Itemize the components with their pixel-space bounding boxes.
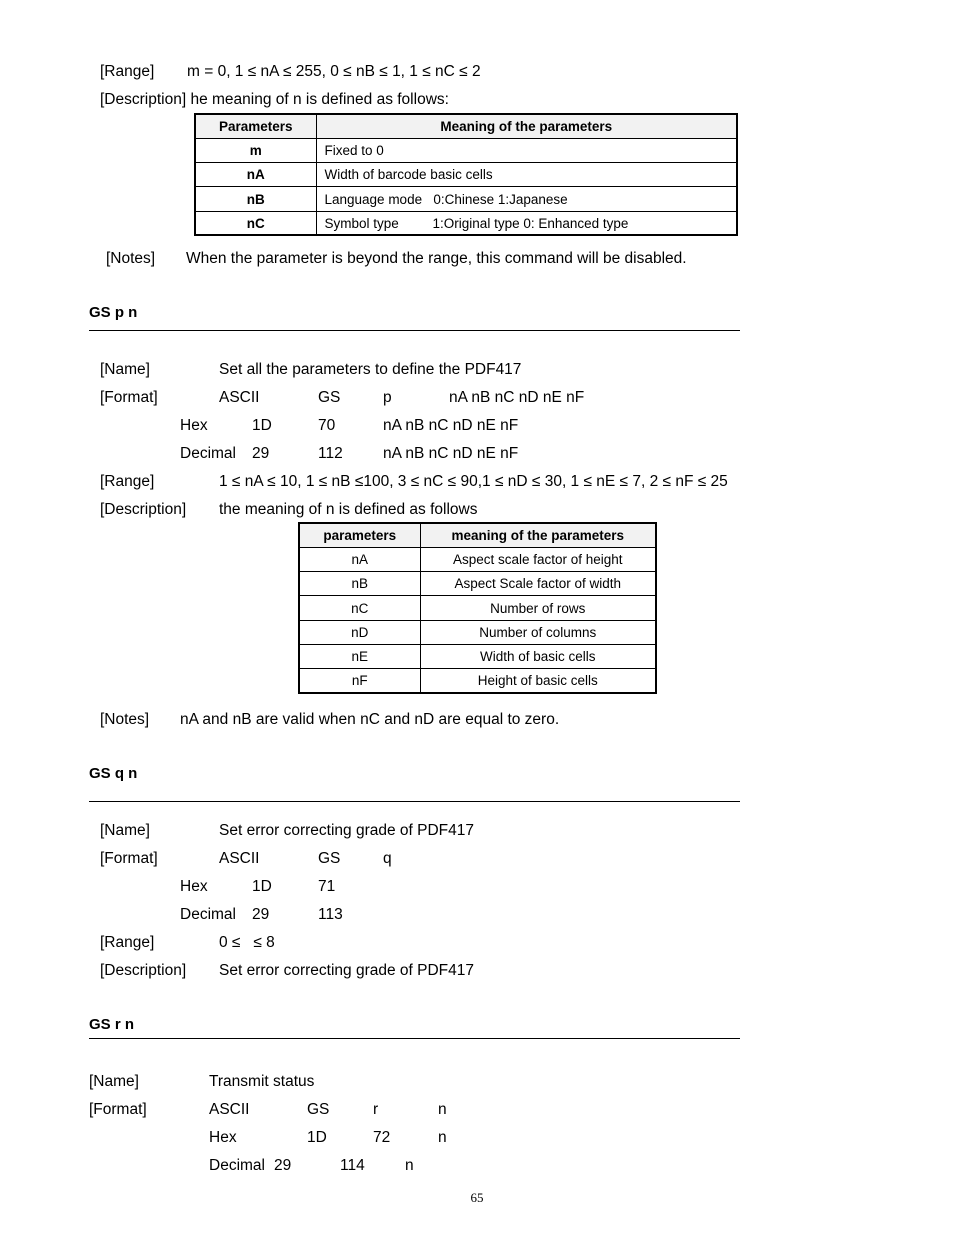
format-hex-char: 71: [318, 878, 336, 895]
table-row: [299, 547, 656, 571]
table-header: Parameters: [195, 114, 316, 138]
format-hex-label: Hex: [180, 878, 208, 895]
range-label: [Range]: [100, 473, 155, 490]
table-cell: Symbol type 1:Original type 0: Enhanced type: [316, 211, 737, 235]
format-ascii-params: nA nB nC nD nE nF: [449, 389, 585, 406]
range-label: [Range]: [100, 934, 155, 951]
format-hex-cmd: 1D: [307, 1129, 327, 1146]
range-text: 0 ≤ ≤ 8: [219, 934, 275, 951]
format-decimal-label: Decimal: [180, 906, 236, 923]
format-decimal-params: nA nB nC nD nE nF: [383, 445, 519, 462]
table-cell: Height of basic cells: [420, 669, 656, 693]
section-heading-gs-q-n: GS q n: [89, 765, 138, 782]
notes-text: When the parameter is beyond the range, this command will be disabled.: [186, 250, 687, 267]
description-label: [Description]: [100, 501, 187, 518]
table-cell: m: [195, 138, 316, 162]
notes-text: nA and nB are valid when nC and nD are equal to zero.: [180, 711, 560, 728]
table-row: [195, 163, 737, 187]
table-header: meaning of the parameters: [420, 523, 656, 547]
name-label: [Name]: [100, 361, 150, 378]
section-divider: [89, 801, 740, 802]
format-ascii-char: q: [383, 850, 392, 867]
format-ascii-param: n: [438, 1101, 447, 1118]
table-cell: nF: [299, 669, 420, 693]
section-heading-gs-p-n: GS p n: [89, 304, 138, 321]
parameters-table: [194, 113, 738, 236]
format-decimal-char: 114: [340, 1157, 365, 1174]
format-hex-char: 70: [318, 417, 336, 434]
table-cell: Aspect Scale factor of width: [420, 572, 656, 596]
range-text: m = 0, 1 ≤ nA ≤ 255, 0 ≤ nB ≤ 1, 1 ≤ nC ≤ 2: [187, 63, 481, 80]
format-hex-cmd: 1D: [252, 417, 272, 434]
table-cell: Number of columns: [420, 620, 656, 644]
table-header-row: [195, 114, 737, 138]
section-divider: [89, 1038, 740, 1039]
format-ascii-label: ASCII: [219, 389, 260, 406]
table-header-row: [299, 523, 656, 547]
table-cell: Width of barcode basic cells: [316, 163, 737, 187]
format-decimal-label: Decimal: [209, 1157, 265, 1174]
format-ascii-char: p: [383, 389, 392, 406]
description-text: the meaning of n is defined as follows: [219, 501, 478, 518]
table-cell: nB: [299, 572, 420, 596]
range-text: 1 ≤ nA ≤ 10, 1 ≤ nB ≤100, 3 ≤ nC ≤ 90,1 ≤ nD ≤ 30, 1 ≤ nE ≤ 7, 2 ≤ nF ≤ 25: [219, 473, 728, 490]
table-cell: nD: [299, 620, 420, 644]
format-decimal-char: 112: [318, 445, 343, 462]
format-hex-char: 72: [373, 1129, 391, 1146]
name-label: [Name]: [89, 1073, 139, 1090]
table-cell: Fixed to 0: [316, 138, 737, 162]
format-ascii-cmd: GS: [318, 850, 341, 867]
notes-label: [Notes]: [100, 711, 150, 728]
table-header: parameters: [299, 523, 420, 547]
format-hex-param: n: [438, 1129, 447, 1146]
table-cell: nC: [299, 596, 420, 620]
format-ascii-char: r: [373, 1101, 379, 1118]
format-hex-label: Hex: [209, 1129, 237, 1146]
table-cell: nC: [195, 211, 316, 235]
description-text: [Description] he meaning of n is defined as follows:: [100, 91, 449, 108]
page-number: 65: [470, 1190, 484, 1205]
table-row: [195, 187, 737, 211]
table-row: [299, 669, 656, 693]
table-cell: Number of rows: [420, 596, 656, 620]
pdf417-parameters-table: [298, 522, 657, 694]
table-cell: Aspect scale factor of height: [420, 547, 656, 571]
name-text: Set error correcting grade of PDF417: [219, 822, 475, 839]
table-cell: nB: [195, 187, 316, 211]
section-heading-gs-r-n: GS r n: [89, 1016, 135, 1033]
format-hex-cmd: 1D: [252, 878, 272, 895]
section-divider: [89, 330, 740, 331]
format-label: [Format]: [100, 389, 158, 406]
format-hex-label: Hex: [180, 417, 208, 434]
format-decimal-cmd: 29: [274, 1157, 292, 1174]
format-ascii-cmd: GS: [318, 389, 341, 406]
format-ascii-cmd: GS: [307, 1101, 330, 1118]
table-cell: nA: [299, 547, 420, 571]
name-text: Transmit status: [209, 1073, 315, 1090]
table-cell: nA: [195, 163, 316, 187]
table-cell: Width of basic cells: [420, 644, 656, 668]
description-text: Set error correcting grade of PDF417: [219, 962, 475, 979]
table-cell: nE: [299, 644, 420, 668]
notes-label: [Notes]: [106, 250, 156, 267]
table-row: [195, 211, 737, 235]
table-row: [299, 620, 656, 644]
table-header: Meaning of the parameters: [316, 114, 737, 138]
format-decimal-label: Decimal: [180, 445, 236, 462]
table-row: [195, 138, 737, 162]
table-row: [299, 596, 656, 620]
table-cell: Language mode 0:Chinese 1:Japanese: [316, 187, 737, 211]
table-row: [299, 644, 656, 668]
name-label: [Name]: [100, 822, 150, 839]
name-text: Set all the parameters to define the PDF417: [219, 361, 522, 378]
format-label: [Format]: [89, 1101, 147, 1118]
description-label: [Description]: [100, 962, 187, 979]
table-row: [299, 572, 656, 596]
format-decimal-param: n: [405, 1157, 414, 1174]
format-ascii-label: ASCII: [219, 850, 260, 867]
format-hex-params: nA nB nC nD nE nF: [383, 417, 519, 434]
format-label: [Format]: [100, 850, 158, 867]
range-label: [Range]: [100, 63, 155, 80]
format-ascii-label: ASCII: [209, 1101, 250, 1118]
format-decimal-char: 113: [318, 906, 343, 923]
format-decimal-cmd: 29: [252, 906, 270, 923]
format-decimal-cmd: 29: [252, 445, 270, 462]
